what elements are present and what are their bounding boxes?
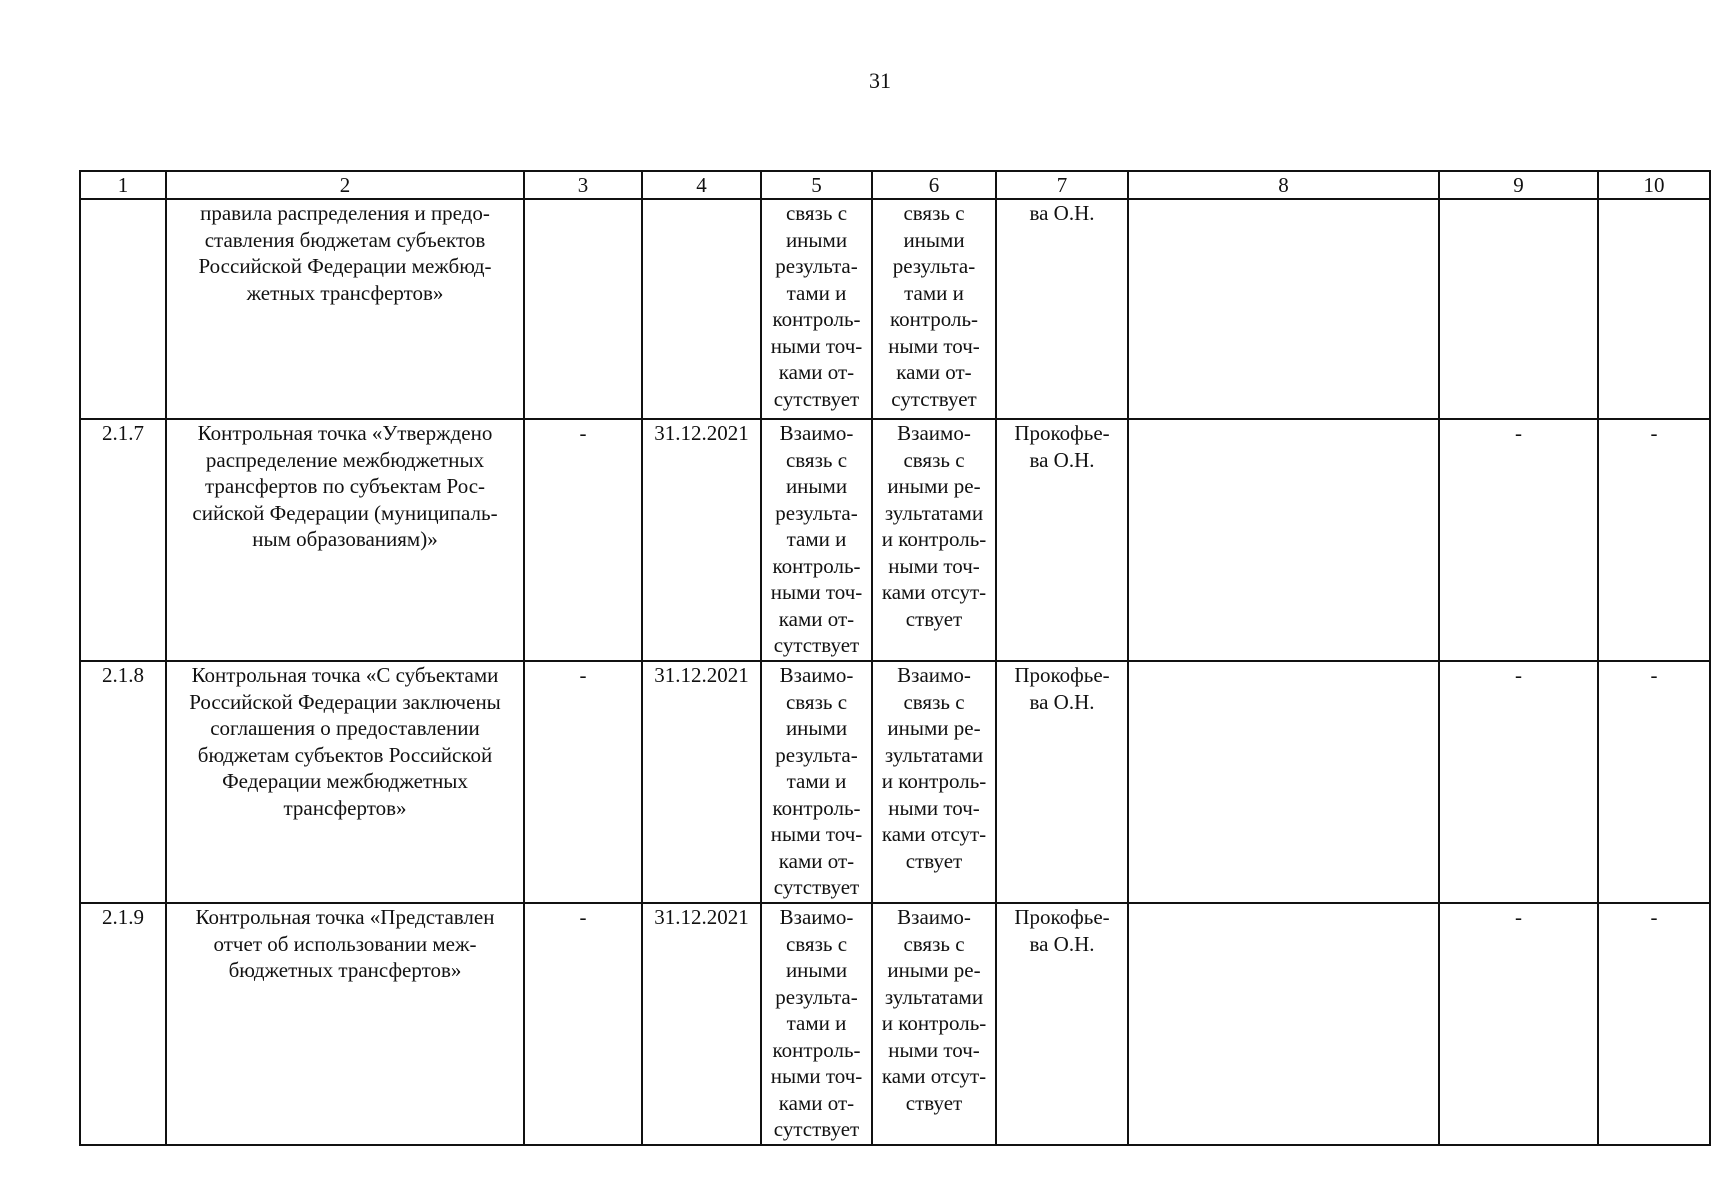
cell-col5 [761, 661, 872, 903]
header-col-5: 5 [761, 171, 872, 199]
header-col-4: 4 [642, 171, 761, 199]
cell-name-text: Контрольная точка «С субъектами Российской Федерации заключены соглашения о предоставлении бюджетам субъектов Российской Федерации межбюджетных трансфертов» [189, 663, 501, 820]
cell-col9 [1439, 199, 1598, 419]
cell-responsible [996, 661, 1128, 903]
cell-col6 [872, 419, 996, 661]
cell-col5-text: Взаимо- связь с иными результа- тами и контроль- ными точ- ками от- сутствует [770, 421, 863, 657]
cell-col3: - [524, 419, 642, 661]
header-row [80, 171, 1710, 199]
cell-responsible [996, 199, 1128, 419]
cell-name-text: правила распределения и предо- ставления бюджетам субъектов Российской Федерации межбюд- жетных трансфертов» [198, 201, 492, 305]
cell-col6-text: Взаимо- связь с иными ре- зультатами и контроль- ными точ- ками отсут- ствует [881, 421, 987, 631]
cell-date [642, 199, 761, 419]
cell-number: 2.1.8 [80, 661, 166, 903]
cell-col10 [1598, 199, 1710, 419]
header-col-3: 3 [524, 171, 642, 199]
cell-col9: - [1439, 661, 1598, 903]
cell-date: 31.12.2021 [642, 419, 761, 661]
table-row [80, 903, 1710, 1145]
cell-col10: - [1598, 419, 1710, 661]
cell-col9: - [1439, 903, 1598, 1145]
cell-name [166, 199, 524, 419]
cell-col8 [1128, 199, 1439, 419]
cell-responsible-text: Прокофье- ва О.Н. [1014, 905, 1110, 956]
page-number: 31 [869, 68, 891, 93]
header-col-9: 9 [1439, 171, 1598, 199]
table-row [80, 419, 1710, 661]
cell-responsible [996, 903, 1128, 1145]
cell-col5-text: связь с иными результа- тами и контроль- ными точ- ками от- сутствует [770, 201, 863, 411]
cell-col6 [872, 199, 996, 419]
cell-col5-text: Взаимо- связь с иными результа- тами и контроль- ными точ- ками от- сутствует [770, 663, 863, 899]
cell-responsible-text: ва О.Н. [1029, 201, 1095, 225]
cell-col5-text: Взаимо- связь с иными результа- тами и контроль- ными точ- ками от- сутствует [770, 905, 863, 1141]
header-col-8: 8 [1128, 171, 1439, 199]
cell-date: 31.12.2021 [642, 661, 761, 903]
cell-col6 [872, 661, 996, 903]
cell-col10: - [1598, 661, 1710, 903]
cell-col6-text: Взаимо- связь с иными ре- зультатами и контроль- ными точ- ками отсут- ствует [881, 663, 987, 873]
cell-col8 [1128, 419, 1439, 661]
cell-name-text: Контрольная точка «Представлен отчет об использовании меж- бюджетных трансфертов» [195, 905, 495, 982]
cell-col3 [524, 199, 642, 419]
cell-col3: - [524, 661, 642, 903]
header-col-2: 2 [166, 171, 524, 199]
cell-col6-text: Взаимо- связь с иными ре- зультатами и контроль- ными точ- ками отсут- ствует [881, 905, 987, 1115]
table-row [80, 661, 1710, 903]
header-col-6: 6 [872, 171, 996, 199]
cell-name [166, 661, 524, 903]
cell-number: 2.1.9 [80, 903, 166, 1145]
cell-col5 [761, 903, 872, 1145]
cell-name-text: Контрольная точка «Утверждено распределение межбюджетных трансфертов по субъектам Рос- сийской Федерации (муниципаль- ным образованиям)» [192, 421, 498, 551]
cell-col5 [761, 419, 872, 661]
cell-col8 [1128, 903, 1439, 1145]
cell-responsible-text: Прокофье- ва О.Н. [1014, 663, 1110, 714]
cell-responsible-text: Прокофье- ва О.Н. [1014, 421, 1110, 472]
cell-col8 [1128, 661, 1439, 903]
header-col-1: 1 [80, 171, 166, 199]
cell-name [166, 419, 524, 661]
cell-date: 31.12.2021 [642, 903, 761, 1145]
cell-col10: - [1598, 903, 1710, 1145]
cell-name [166, 903, 524, 1145]
cell-col6-text: связь с иными результа- тами и контроль- ными точ- ками от- сутствует [888, 201, 980, 411]
cell-number [80, 199, 166, 419]
control-points-table [79, 170, 1711, 1146]
cell-responsible [996, 419, 1128, 661]
cell-number: 2.1.7 [80, 419, 166, 661]
table-row-continuation [80, 199, 1710, 419]
header-col-10: 10 [1598, 171, 1710, 199]
header-col-7: 7 [996, 171, 1128, 199]
cell-col5 [761, 199, 872, 419]
cell-col3: - [524, 903, 642, 1145]
cell-col6 [872, 903, 996, 1145]
cell-col9: - [1439, 419, 1598, 661]
